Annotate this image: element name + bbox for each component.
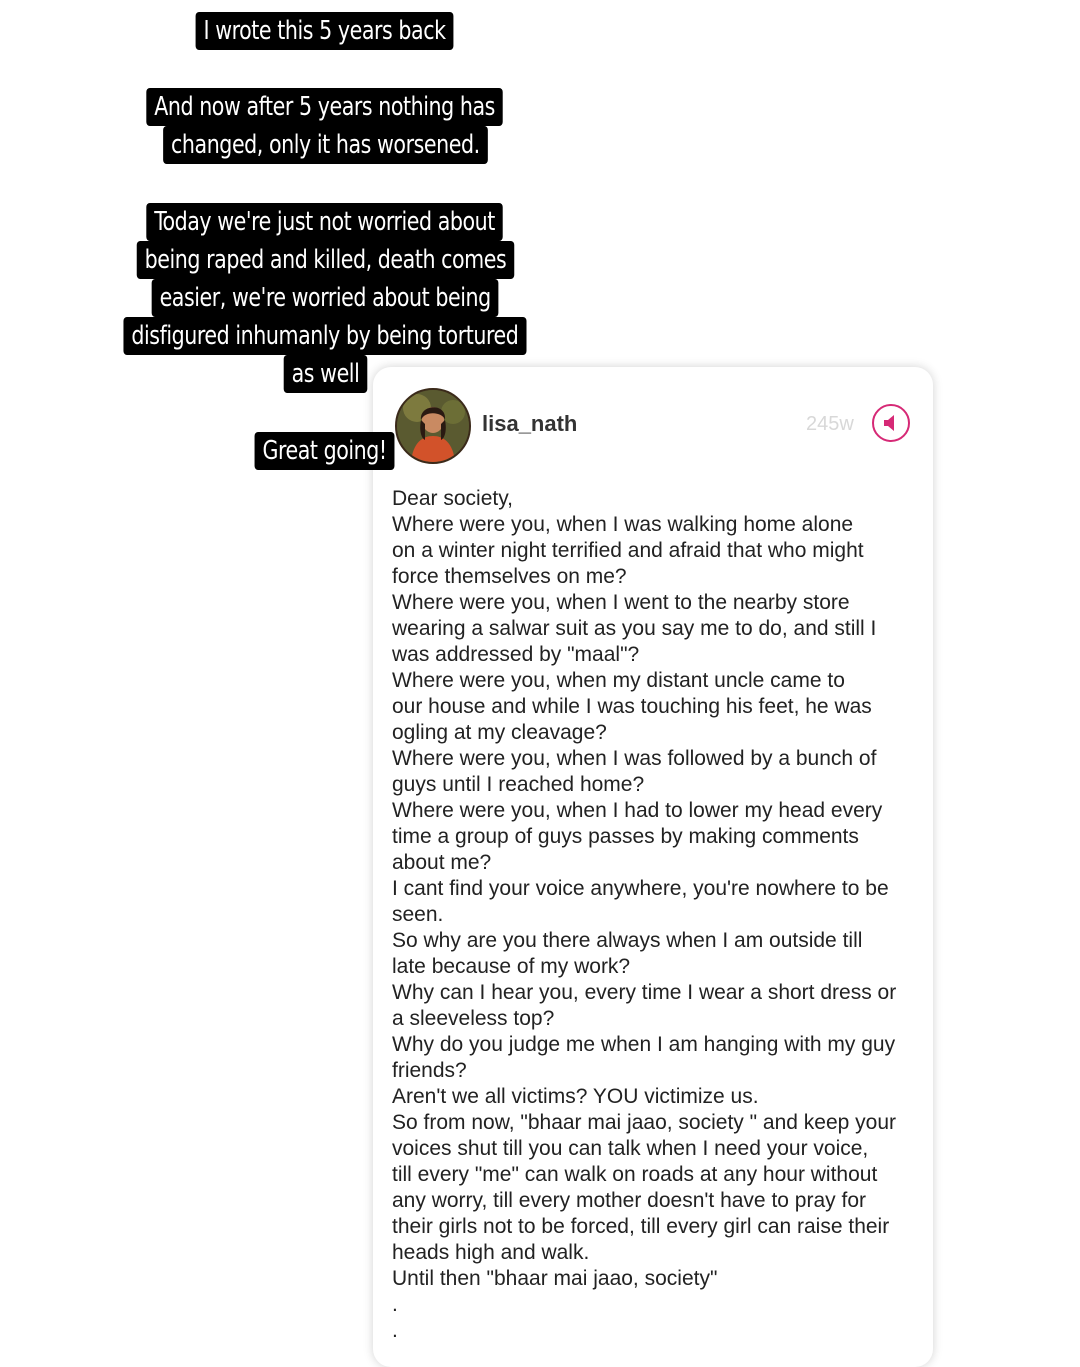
- post-text-line: late because of my work?: [392, 955, 631, 978]
- post-text-line: any worry, till every mother doesn't have to pray for: [392, 1189, 866, 1212]
- mute-button[interactable]: [872, 404, 910, 442]
- post-text-line: on a winter night terrified and afraid that who might: [392, 539, 864, 562]
- post-text-line: a sleeveless top?: [392, 1007, 555, 1030]
- post-text-line: .: [392, 1293, 398, 1316]
- caption-line: Today we're just not worried about: [147, 203, 504, 241]
- caption-line: easier, we're worried about being: [151, 279, 498, 317]
- caption-line: And now after 5 years nothing has: [147, 88, 504, 126]
- post-text-line: Dear society,: [392, 487, 513, 510]
- post-text-line: Where were you, when I was walking home alone: [392, 513, 854, 536]
- post-text-line: Where were you, when my distant uncle came to: [392, 669, 845, 692]
- post-time-ago: 245w: [806, 413, 854, 435]
- post-text-line: Where were you, when I had to lower my head every: [392, 799, 883, 822]
- post-text-line: Where were you, when I was followed by a bunch of: [392, 747, 877, 770]
- story-caption-1: [0, 11, 650, 49]
- post-text-line: So why are you there always when I am outside till: [392, 929, 863, 952]
- caption-line: changed, only it has worsened.: [163, 126, 487, 164]
- post-text-line: friends?: [392, 1059, 467, 1082]
- caption-line: being raped and killed, death comes: [136, 241, 513, 279]
- story-caption-2: [0, 87, 650, 163]
- post-text-line: their girls not to be forced, till every girl can raise their: [392, 1215, 890, 1238]
- caption-line: disfigured inhumanly by being tortured: [124, 317, 527, 355]
- caption-line: I wrote this 5 years back: [196, 12, 454, 50]
- post-text-line: Aren't we all victims? YOU victimize us.: [392, 1085, 759, 1108]
- shared-post-card[interactable]: [373, 367, 933, 1367]
- story-caption-3: [0, 202, 650, 392]
- post-text-line: Until then "bhaar mai jaao, society": [392, 1267, 718, 1290]
- post-text-line: about me?: [392, 851, 492, 874]
- post-text-line: was addressed by "maal"?: [392, 643, 640, 666]
- post-text-line: Why do you judge me when I am hanging with my guy: [392, 1033, 896, 1056]
- caption-line: as well: [283, 355, 367, 393]
- post-text-line: wearing a salwar suit as you say me to do, and still I: [392, 617, 877, 640]
- story-caption-4: [0, 431, 650, 469]
- post-caption-text: [392, 486, 922, 1344]
- post-text-line: our house and while I was touching his feet, he was: [392, 695, 872, 718]
- post-text-line: guys until I reached home?: [392, 773, 645, 796]
- post-text-line: .: [392, 1319, 398, 1342]
- post-text-line: Where were you, when I went to the nearby store: [392, 591, 850, 614]
- post-text-line: heads high and walk.: [392, 1241, 590, 1264]
- caption-line: Great going!: [255, 432, 395, 470]
- post-username[interactable]: lisa_nath: [482, 411, 578, 436]
- post-text-line: seen.: [392, 903, 444, 926]
- post-text-line: force themselves on me?: [392, 565, 627, 588]
- post-text-line: I cant find your voice anywhere, you're nowhere to be: [392, 877, 889, 900]
- speaker-muted-icon: [881, 413, 901, 433]
- post-text-line: till every "me" can walk on roads at any hour without: [392, 1163, 878, 1186]
- post-text-line: time a group of guys passes by making comments: [392, 825, 859, 848]
- post-text-line: Why can I hear you, every time I wear a short dress or: [392, 981, 897, 1004]
- post-text-line: ogling at my cleavage?: [392, 721, 607, 744]
- post-text-line: So from now, "bhaar mai jaao, society " and keep your: [392, 1111, 897, 1134]
- post-text-line: voices shut till you can talk when I need your voice,: [392, 1137, 869, 1160]
